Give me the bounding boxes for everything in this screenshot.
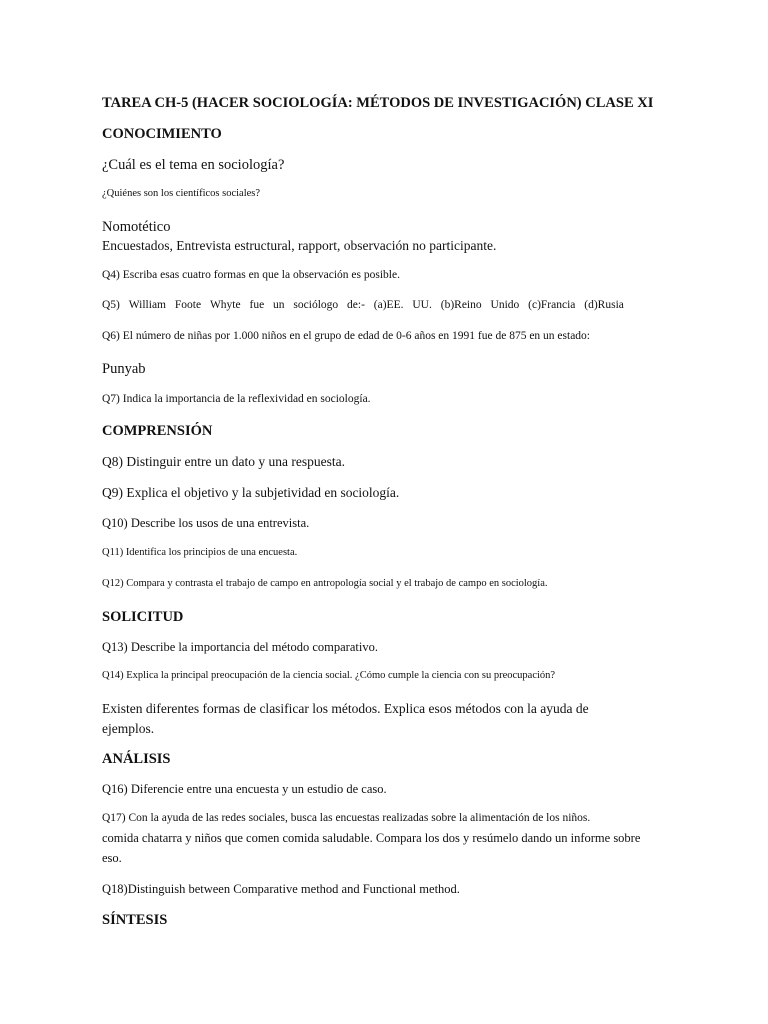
question-line-q5 xyxy=(102,300,624,312)
question-line: Q11) Identifica los principios de una encuesta. xyxy=(102,547,298,558)
answer-line: Nomotético xyxy=(102,219,171,235)
question-line: Q17) Con la ayuda de las redes sociales, busca las encuestas realizadas sobre la alimentación de los niños. xyxy=(102,812,591,824)
document-title: TAREA CH-5 (HACER SOCIOLOGÍA: MÉTODOS DE INVESTIGACIÓN) CLASE XI xyxy=(102,95,654,111)
q5-word: de:- xyxy=(347,299,365,311)
answer-line: Encuestados, Entrevista estructural, rapport, observación no participante. xyxy=(102,238,497,253)
q5-word: un xyxy=(273,299,285,311)
question-line: Q7) Indica la importancia de la reflexividad en sociología. xyxy=(102,393,371,405)
question-line: Existen diferentes formas de clasificar los métodos. Explica esos métodos con la ayuda de xyxy=(102,701,589,716)
q5-word: (d)Rusia xyxy=(584,299,624,311)
question-line: Q8) Distinguir entre un dato y una respuesta. xyxy=(102,454,345,469)
q5-word: fue xyxy=(249,299,265,311)
question-line: Q9) Explica el objetivo y la subjetividad en sociología. xyxy=(102,485,400,500)
section-heading-sintesis: SÍNTESIS xyxy=(102,912,168,928)
question-line: eso. xyxy=(102,851,122,865)
q5-word: UU. xyxy=(412,299,432,311)
question-line: Q14) Explica la principal preocupación de la ciencia social. ¿Cómo cumple la ciencia con su preocupación? xyxy=(102,670,556,681)
section-heading-comprension: COMPRENSIÓN xyxy=(102,423,213,439)
question-line: comida chatarra y niños que comen comida saludable. Compara los dos y resúmelo dando un informe sobre xyxy=(102,831,641,845)
question-line: Q4) Escriba esas cuatro formas en que la observación es posible. xyxy=(102,269,400,281)
q5-word: (c)Francia xyxy=(528,299,576,311)
q5-word: (b)Reino xyxy=(440,299,482,311)
question-line: ¿Cuál es el tema en sociología? xyxy=(102,157,285,173)
question-line: ¿Quiénes son los científicos sociales? xyxy=(102,188,261,199)
q5-word: (a)EE. xyxy=(373,299,404,311)
q5-word: Unido xyxy=(490,299,520,311)
question-line: Q13) Describe la importancia del método comparativo. xyxy=(102,640,378,654)
q5-word: sociólogo xyxy=(293,299,339,311)
section-heading-solicitud: SOLICITUD xyxy=(102,609,184,625)
q5-word: William xyxy=(128,299,166,311)
section-heading-conocimiento: CONOCIMIENTO xyxy=(102,126,222,142)
q5-word: Q5) xyxy=(102,299,120,311)
answer-line: Punyab xyxy=(102,361,146,377)
q5-word: Whyte xyxy=(209,299,241,311)
q5-word: Foote xyxy=(174,299,202,311)
question-line: Q16) Diferencie entre una encuesta y un estudio de caso. xyxy=(102,782,387,796)
question-line: ejemplos. xyxy=(102,721,155,736)
question-line: Q18)Distinguish between Comparative method and Functional method. xyxy=(102,882,460,896)
question-line: Q12) Compara y contrasta el trabajo de campo en antropología social y el trabajo de campo en sociología. xyxy=(102,578,548,589)
section-heading-analisis: ANÁLISIS xyxy=(102,751,171,767)
question-line: Q10) Describe los usos de una entrevista. xyxy=(102,516,310,530)
question-line: Q6) El número de niñas por 1.000 niños en el grupo de edad de 0-6 años en 1991 fue de 875 en un estado: xyxy=(102,330,590,342)
